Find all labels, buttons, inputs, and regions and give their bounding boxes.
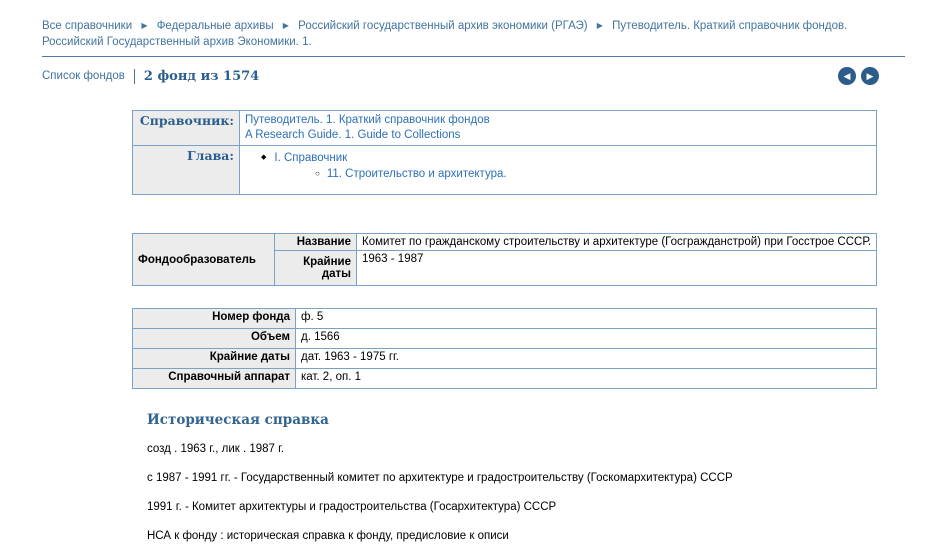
content <box>132 110 877 544</box>
chapter-row-label: Глава: <box>133 146 240 195</box>
breadcrumb-item-rgae[interactable]: Российский государственный архив экономики (РГАЭ) <box>298 20 588 32</box>
creator-table <box>132 233 877 286</box>
pagination-arrows <box>838 67 879 85</box>
breadcrumb-arrow-icon: ▶ <box>141 21 148 30</box>
fund-dates-label: Крайние даты <box>133 349 296 369</box>
breadcrumb-item-all-guides[interactable]: Все справочники <box>42 20 133 32</box>
table-row <box>133 349 877 369</box>
bullet-hollow-icon: ○ <box>315 169 320 178</box>
table-row <box>133 309 877 329</box>
breadcrumb-arrow-icon: ▶ <box>282 21 289 30</box>
historical-note-paragraph: созд . 1963 г., лик . 1987 г. <box>147 443 285 455</box>
guide-row-value <box>240 111 877 146</box>
arrow-right-icon: ▶ <box>866 70 874 81</box>
toolbar <box>42 66 905 86</box>
breadcrumb-item-federal-archives[interactable]: Федеральные архивы <box>156 20 274 32</box>
fund-apparatus-value: кат. 2, оп. 1 <box>296 369 877 389</box>
guide-row-label: Справочник: <box>133 111 240 146</box>
fund-volume-value: д. 1566 <box>296 329 877 349</box>
chapter-list <box>245 148 871 192</box>
historical-note-paragraph: НСА к фонду : историческая справка к фонду, предисловие к описи <box>147 530 509 542</box>
chapter-link-level2[interactable]: 11. Строительство и архитектура. <box>326 168 507 180</box>
breadcrumb-arrow-icon: ▶ <box>596 21 603 30</box>
fund-apparatus-label: Справочный аппарат <box>133 369 296 389</box>
toolbar-divider <box>134 69 135 84</box>
fund-volume-label: Объем <box>133 329 296 349</box>
creator-name-label: Название <box>275 234 357 251</box>
bullet-filled-icon: ◆ <box>261 154 267 161</box>
arrow-left-icon: ◀ <box>843 70 851 81</box>
creator-dates-label: Крайние даты <box>275 251 357 286</box>
chapter-row-value <box>240 146 877 195</box>
table-row <box>133 329 877 349</box>
creator-name-value: Комитет по гражданскому строительству и архитектуре (Госгражданстрой) при Госстрое СССР. <box>357 234 877 251</box>
fund-number-value: ф. 5 <box>296 309 877 329</box>
breadcrumb-item-guide[interactable]: Путеводитель. Краткий справочник фондов. Российский Государственный архив Экономики. 1. <box>42 20 848 48</box>
historical-note-paragraph: с 1987 - 1991 гг. - Государственный комитет по архитектуре и градостроительству (Госкомархитектура) СССР <box>147 472 733 484</box>
prev-fund-button[interactable] <box>838 67 856 85</box>
table-row <box>133 369 877 389</box>
fund-position-text: 2 фонд из 1574 <box>143 68 260 84</box>
chapter-link-level1[interactable]: I. Справочник <box>274 152 348 164</box>
breadcrumb <box>42 18 905 57</box>
fund-list-link[interactable]: Список фондов <box>42 70 125 82</box>
historical-note-title: Историческая справка <box>147 412 329 428</box>
fund-table <box>132 308 877 389</box>
creator-dates-value: 1963 - 1987 <box>357 251 877 286</box>
reference-table <box>132 110 877 195</box>
historical-note-section <box>147 412 877 544</box>
creator-label: Фондообразователь <box>133 234 275 286</box>
table-row <box>133 234 877 251</box>
guide-link-ru[interactable]: Путеводитель. 1. Краткий справочник фондов <box>245 114 490 126</box>
guide-link-en[interactable]: A Research Guide. 1. Guide to Collections <box>245 129 461 141</box>
fund-number-label: Номер фонда <box>133 309 296 329</box>
table-row <box>133 146 877 195</box>
next-fund-button[interactable] <box>861 67 879 85</box>
fund-dates-value: дат. 1963 - 1975 гг. <box>296 349 877 369</box>
table-row <box>133 111 877 146</box>
historical-note-paragraph: 1991 г. - Комитет архитектуры и градостроительства (Госархитектура) СССР <box>147 501 557 513</box>
